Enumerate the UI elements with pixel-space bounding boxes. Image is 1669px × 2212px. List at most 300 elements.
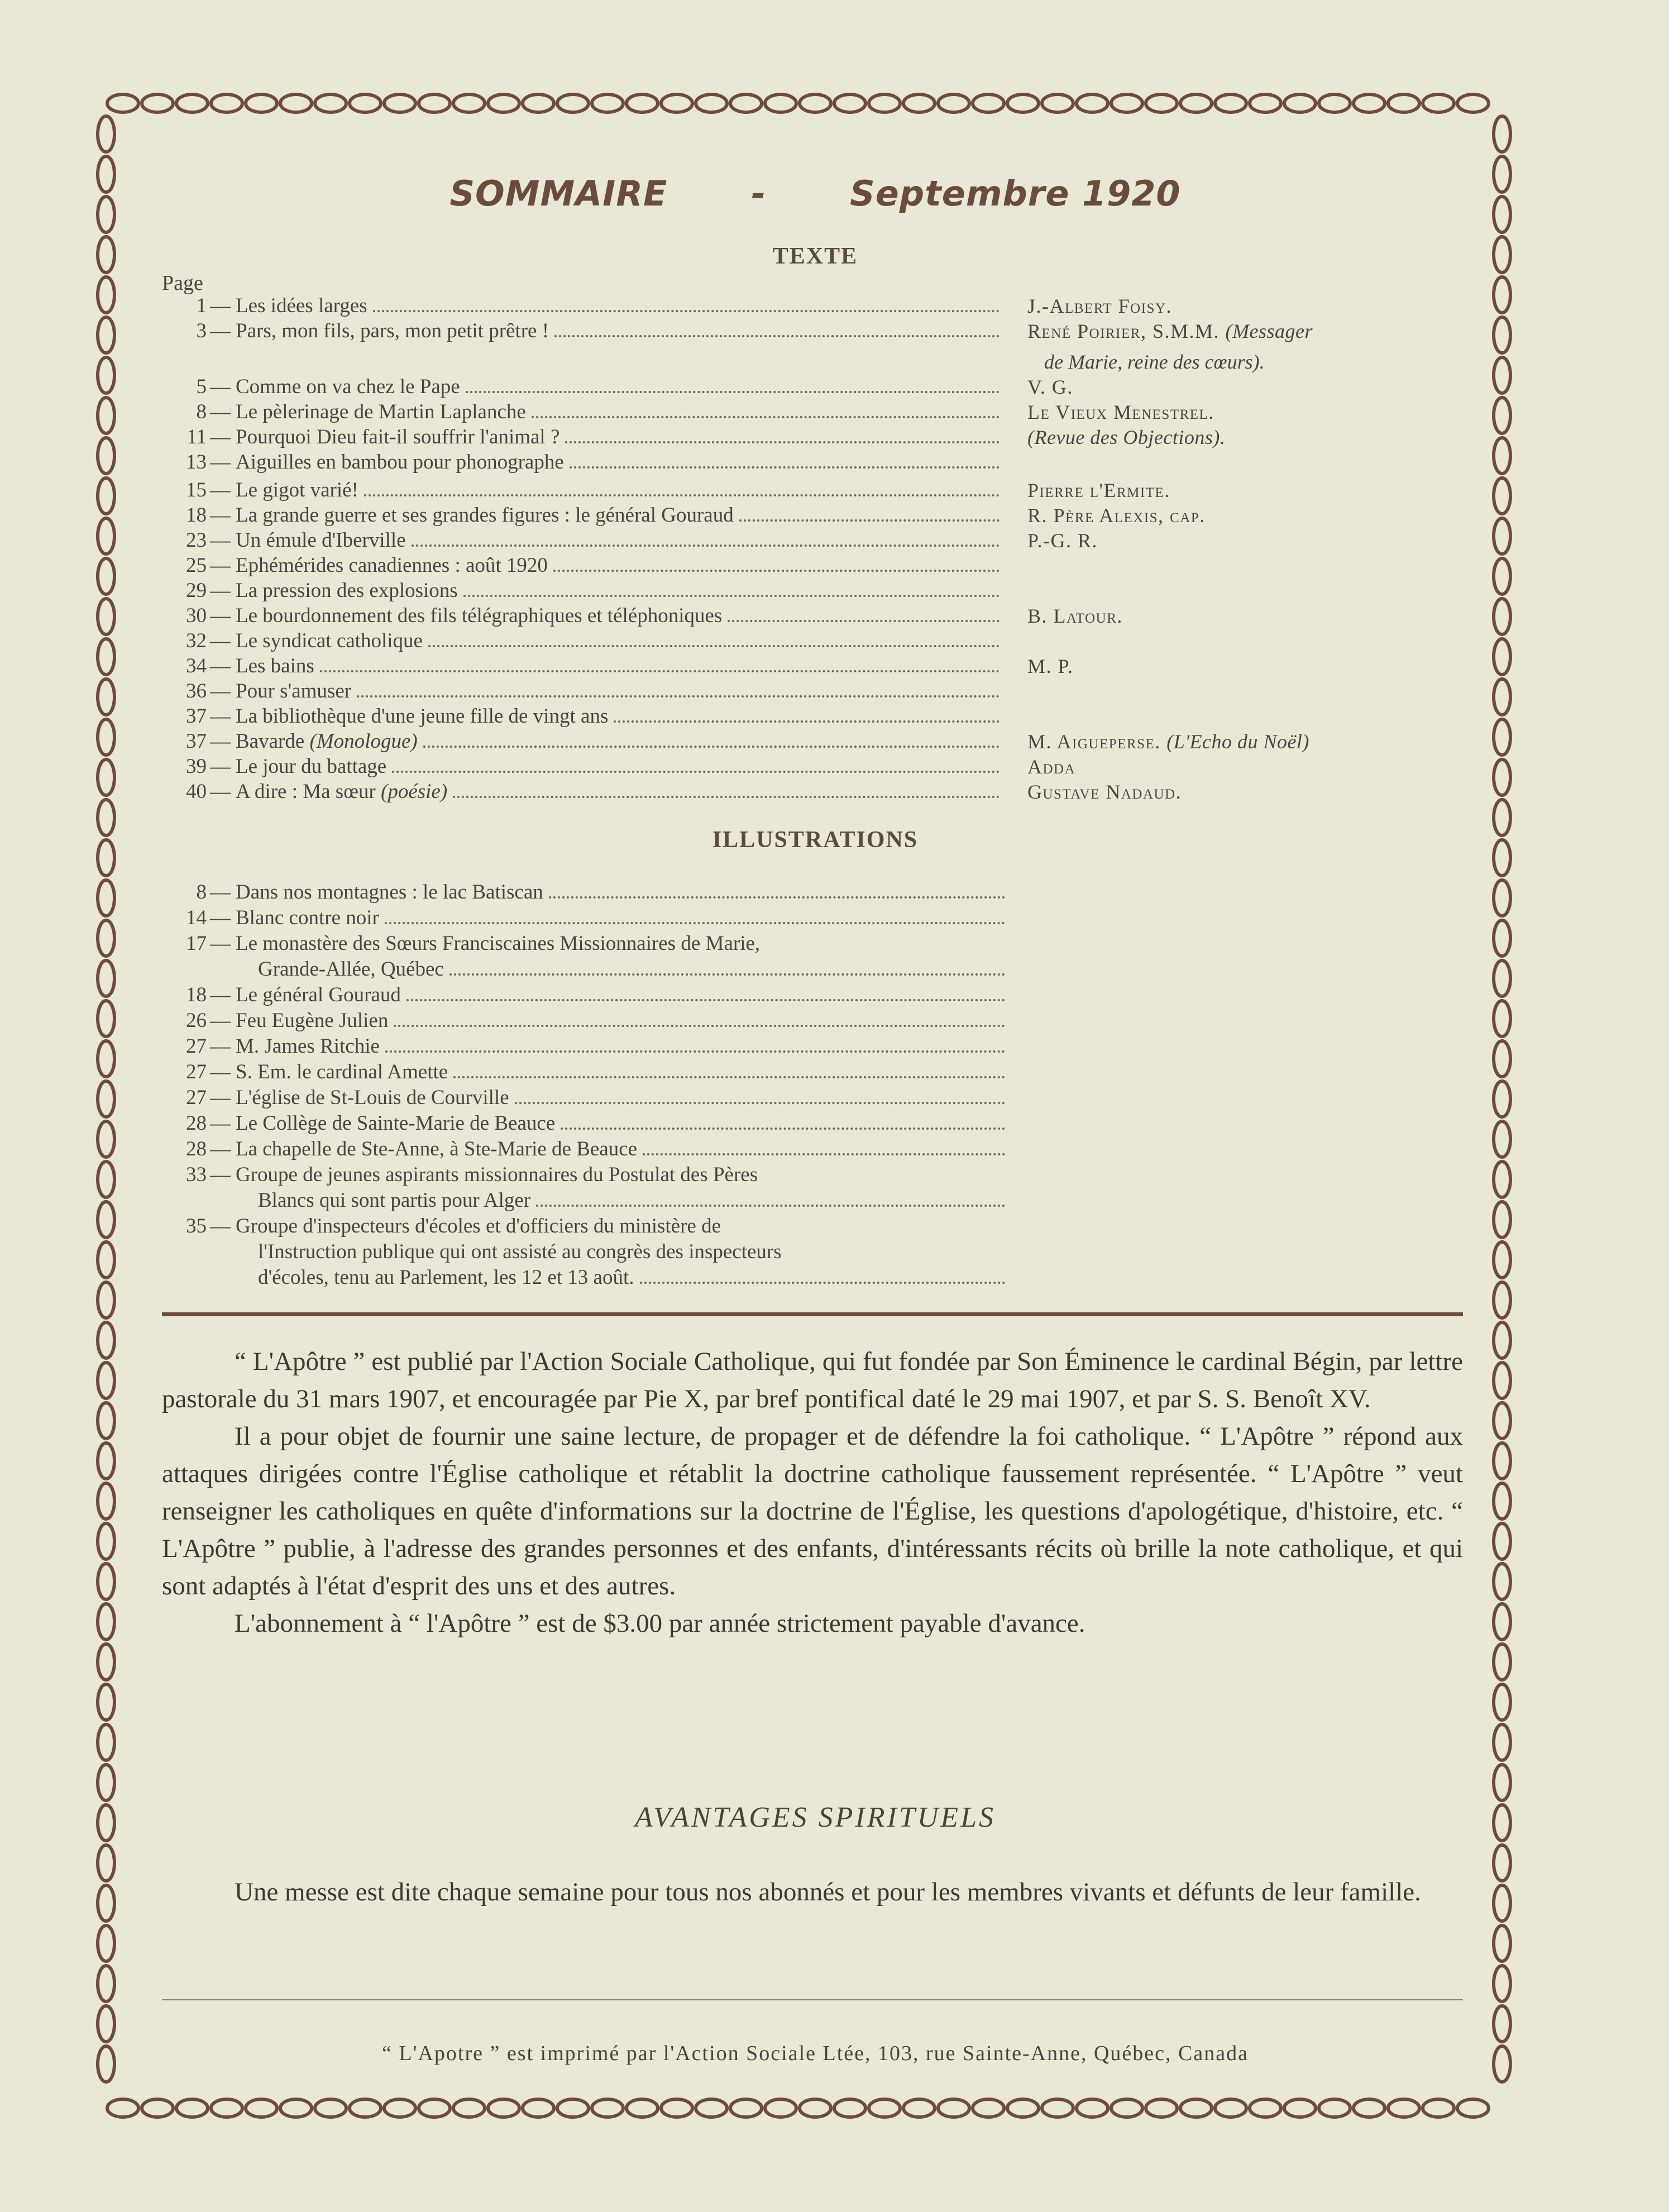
chain-link — [98, 1523, 114, 1559]
leader-dots — [453, 796, 1000, 798]
toc-title — [236, 528, 406, 553]
illustration-row — [162, 1188, 1005, 1214]
toc-dash: — — [210, 604, 231, 627]
page-heading — [162, 173, 1469, 214]
toc-title-text: Le gigot varié! — [236, 479, 358, 501]
chain-link — [592, 2099, 623, 2117]
chain-link — [765, 2099, 796, 2117]
toc-title — [236, 653, 314, 679]
leader-dots — [643, 1153, 1005, 1155]
toc-row — [162, 553, 1000, 579]
illustration-row — [162, 1085, 1005, 1111]
chain-link — [557, 94, 589, 112]
illustration-page-number: 27 — [186, 1035, 207, 1058]
toc-dash: — — [210, 479, 231, 501]
texte-section-title: TEXTE — [772, 243, 858, 269]
chain-link — [98, 1926, 114, 1961]
chain-link — [98, 961, 114, 996]
chain-link — [1250, 2099, 1281, 2117]
chain-link — [1494, 1041, 1510, 1077]
chain-link — [696, 2099, 727, 2117]
toc-page-number: 30 — [186, 604, 207, 627]
chain-link — [98, 1322, 114, 1358]
chain-link — [1494, 156, 1510, 192]
toc-page-number: 1 — [196, 294, 207, 317]
toc-author — [1027, 424, 1474, 450]
toc-author — [1027, 653, 1474, 679]
toc-title-text: Un émule d'Iberville — [236, 529, 406, 552]
chain-link — [98, 317, 114, 353]
toc-title — [236, 424, 559, 450]
chain-link — [1494, 599, 1510, 634]
toc-row — [162, 399, 1214, 425]
toc-dash: — — [210, 426, 231, 448]
chain-link — [1494, 1805, 1510, 1841]
toc-page-number: 5 — [196, 375, 207, 398]
toc-author-continuation: de Marie, reine des cœurs). — [1044, 351, 1265, 373]
chain-link — [1494, 197, 1510, 232]
chain-link — [1494, 920, 1510, 956]
chain-link — [973, 94, 1004, 112]
chain-link — [98, 1443, 114, 1479]
chain-link — [1494, 1081, 1510, 1117]
toc-title — [236, 477, 358, 503]
illustration-page-number: 26 — [186, 1009, 207, 1032]
illustration-dash: — — [210, 1112, 231, 1135]
chain-link — [176, 2099, 208, 2117]
toc-title — [236, 318, 549, 344]
toc-dash: — — [210, 629, 231, 652]
chain-link — [98, 1604, 114, 1640]
toc-author-name: P.-G. R. — [1027, 529, 1098, 552]
toc-title — [236, 503, 734, 528]
toc-row — [162, 477, 1170, 503]
toc-author — [1027, 729, 1474, 754]
chain-link — [1423, 2099, 1454, 2117]
chain-link — [98, 518, 114, 554]
chain-link — [1077, 94, 1108, 112]
leader-dots — [570, 466, 1000, 469]
illustration-dash: — — [210, 983, 231, 1006]
divider-thin — [162, 1999, 1463, 2000]
chain-link — [1354, 2099, 1385, 2117]
illustration-title: M. James Ritchie — [236, 1035, 380, 1058]
chain-link — [98, 1001, 114, 1036]
toc-row — [162, 779, 1182, 805]
toc-row — [162, 450, 1000, 475]
toc-author-name: B. Latour. — [1027, 605, 1123, 627]
toc-title — [236, 754, 386, 780]
toc-page-number: 3 — [196, 319, 207, 342]
illustration-page-number: 27 — [186, 1086, 207, 1109]
toc-author-name: Pierre l'Ermite. — [1027, 479, 1170, 501]
illustration-dash: — — [210, 932, 231, 955]
chain-link — [98, 1966, 114, 2001]
toc-title-text: Le bourdonnement des fils télégraphiques et téléphoniques — [236, 604, 723, 627]
leader-dots — [549, 896, 1005, 899]
toc-title-text: Pars, mon fils, pars, mon petit prêtre ! — [236, 319, 549, 342]
chain-link — [98, 599, 114, 634]
chain-link — [1494, 1443, 1510, 1479]
toc-dash: — — [210, 554, 231, 577]
chain-link — [98, 2046, 114, 2082]
toc-dash: — — [210, 294, 231, 317]
illustration-row — [162, 1265, 1005, 1291]
chain-link — [1494, 438, 1510, 474]
chain-link — [98, 277, 114, 313]
illustration-title: L'église de St-Louis de Courville — [236, 1086, 509, 1109]
chain-link — [800, 2099, 831, 2117]
toc-row — [162, 679, 1000, 704]
illustration-title: d'écoles, tenu au Parlement, les 12 et 13 août. — [258, 1266, 634, 1289]
chain-link — [419, 94, 450, 112]
chain-link — [1494, 1845, 1510, 1881]
chain-link — [176, 94, 208, 112]
chain-link — [1319, 2099, 1350, 2117]
illustration-dash: — — [210, 1009, 231, 1032]
chain-link — [1284, 94, 1316, 112]
chain-link — [938, 2099, 969, 2117]
illustration-title: Grande-Allée, Québec — [258, 958, 444, 981]
illustration-dash: — — [210, 1163, 231, 1186]
illustration-title: Le général Gouraud — [236, 983, 401, 1006]
chain-link — [1494, 1684, 1510, 1720]
toc-page-number: 13 — [186, 451, 207, 474]
toc-row — [162, 754, 1076, 780]
toc-dash: — — [210, 680, 231, 703]
chain-link — [973, 2099, 1004, 2117]
leader-dots — [728, 620, 1000, 622]
toc-title-italic: (poésie) — [381, 780, 448, 803]
chain-link — [211, 94, 242, 112]
chain-link — [453, 2099, 485, 2117]
chain-link — [627, 94, 658, 112]
toc-dash: — — [210, 705, 231, 728]
toc-title-text: Le pèlerinage de Martin Laplanche — [236, 400, 526, 423]
leader-dots — [565, 441, 1000, 443]
chain-link — [1111, 2099, 1142, 2117]
chain-link — [98, 1805, 114, 1841]
chain-link — [98, 1081, 114, 1117]
leader-dots — [554, 335, 1000, 337]
toc-row — [162, 503, 1206, 528]
chain-link — [1494, 679, 1510, 715]
illustration-title: Dans nos montagnes : le lac Batiscan — [236, 881, 543, 904]
chain-link — [1494, 880, 1510, 916]
leader-dots — [320, 670, 1000, 672]
chain-link — [98, 1765, 114, 1800]
toc-page-number: 15 — [186, 479, 207, 501]
illustration-row — [162, 931, 1005, 957]
leader-dots — [364, 494, 1000, 496]
illustration-title: l'Instruction publique qui ont assisté au congrès des inspecteurs — [258, 1240, 782, 1263]
chain-link — [98, 357, 114, 393]
leader-dots — [640, 1282, 1005, 1284]
leader-dots — [373, 310, 1000, 312]
toc-author — [1027, 399, 1474, 425]
chain-link — [903, 2099, 935, 2117]
chain-link — [142, 2099, 173, 2117]
toc-author-name: M. Aigueperse. — [1027, 730, 1161, 753]
chain-link — [98, 1724, 114, 1760]
toc-author — [1027, 754, 1474, 780]
chain-link — [1494, 116, 1510, 152]
toc-author-note: (Messager — [1225, 320, 1313, 342]
chain-link — [98, 880, 114, 916]
chain-link — [1354, 94, 1385, 112]
chain-link — [1494, 1724, 1510, 1760]
illustration-row — [162, 1162, 1005, 1188]
toc-dash: — — [210, 780, 231, 803]
chain-link — [1494, 277, 1510, 313]
chain-link — [142, 94, 173, 112]
chain-link — [98, 1282, 114, 1318]
toc-title — [236, 603, 722, 629]
illustration-row — [162, 1214, 1005, 1239]
divider-thick — [162, 1312, 1463, 1316]
toc-author — [1027, 477, 1474, 503]
toc-row — [162, 374, 1073, 400]
chain-link — [98, 1885, 114, 1921]
chain-link — [1146, 94, 1177, 112]
toc-title-italic: (Monologue) — [309, 730, 418, 753]
illustration-row — [162, 1239, 1005, 1265]
chain-link — [1494, 1966, 1510, 2001]
chain-link — [1457, 2099, 1489, 2117]
toc-title — [236, 553, 548, 579]
illustration-row — [162, 982, 1005, 1008]
toc-dash: — — [210, 654, 231, 677]
chain-link — [1494, 719, 1510, 755]
toc-dash: — — [210, 451, 231, 474]
chain-link — [557, 2099, 589, 2117]
chain-link — [1388, 2099, 1419, 2117]
chain-link — [627, 2099, 658, 2117]
chain-link — [211, 2099, 242, 2117]
toc-row — [162, 603, 1123, 629]
toc-author — [1027, 503, 1474, 528]
illustration-row — [162, 1008, 1005, 1034]
chain-link — [1494, 2046, 1510, 2082]
chain-link — [1494, 1926, 1510, 1961]
toc-row — [162, 729, 1309, 754]
chain-link — [246, 94, 277, 112]
notice-paragraph-1: “ L'Apôtre ” est publié par l'Action Sociale Catholique, qui fut fondée par Son Éminence le cardinal Bégin, par lettre pastorale du 31 mars 1907, et encouragée par Pie X, par bref pontifical daté le 29 mai 1907, et par S. S. Benoît XV. — [162, 1347, 1463, 1413]
toc-title-text: Bavarde — [236, 730, 305, 753]
chain-link — [98, 639, 114, 675]
chain-link — [1494, 1564, 1510, 1599]
toc-page-number: 36 — [186, 680, 207, 703]
chain-link — [1007, 94, 1039, 112]
chain-link — [98, 1162, 114, 1197]
toc-author-name: René Poirier, S.M.M. — [1027, 320, 1220, 342]
chain-link — [98, 398, 114, 433]
toc-author — [1027, 293, 1474, 319]
chain-link — [834, 2099, 865, 2117]
toc-author — [1027, 603, 1474, 629]
leader-dots — [561, 1128, 1005, 1130]
illustration-dash: — — [210, 1060, 231, 1083]
toc-author-name: Gustave Nadaud. — [1027, 781, 1182, 803]
toc-dash: — — [210, 579, 231, 602]
toc-title-text: Le syndicat catholique — [236, 629, 423, 652]
toc-dash: — — [210, 375, 231, 398]
chain-link — [1215, 94, 1246, 112]
illustration-row — [162, 905, 1005, 931]
toc-title-text: Pourquoi Dieu fait-il souffrir l'animal ? — [236, 426, 560, 448]
chain-link — [1146, 2099, 1177, 2117]
illustration-page-number: 33 — [186, 1163, 207, 1186]
chain-link — [98, 237, 114, 273]
chain-link — [98, 2006, 114, 2042]
chain-link — [1494, 961, 1510, 996]
chain-link — [98, 1483, 114, 1519]
illustration-row — [162, 1059, 1005, 1085]
chain-link — [1494, 639, 1510, 675]
chain-link — [869, 94, 900, 112]
toc-title — [236, 578, 458, 604]
chain-link — [98, 1845, 114, 1881]
chain-link — [1494, 2006, 1510, 2042]
printer-footer: “ L'Apotre ” est imprimé par l'Action Sociale Ltée, 103, rue Sainte-Anne, Québec, Canada — [382, 2042, 1249, 2065]
chain-link — [1494, 1282, 1510, 1318]
toc-page-number: 39 — [186, 755, 207, 778]
chain-link — [453, 94, 485, 112]
chain-link — [107, 2099, 138, 2117]
toc-author — [1027, 318, 1474, 344]
illustrations-section-title: ILLUSTRATIONS — [712, 827, 919, 853]
chain-link — [523, 2099, 554, 2117]
chain-link — [98, 1644, 114, 1680]
chain-link — [1494, 1001, 1510, 1036]
illustration-page-number: 14 — [186, 906, 207, 929]
toc-row — [162, 628, 1000, 654]
chain-link — [661, 2099, 692, 2117]
leader-dots — [385, 1050, 1005, 1053]
toc-title-text: La pression des explosions — [236, 579, 458, 602]
chain-link — [98, 1363, 114, 1398]
toc-page-number: 25 — [186, 554, 207, 577]
chain-link — [107, 94, 138, 112]
leader-dots — [553, 570, 1000, 572]
toc-page-number: 40 — [186, 780, 207, 803]
chain-link — [1042, 94, 1073, 112]
chain-link — [1180, 94, 1212, 112]
chain-link — [98, 719, 114, 755]
toc-page-number: 37 — [186, 730, 207, 753]
toc-title — [236, 779, 447, 805]
leader-dots — [449, 973, 1005, 976]
toc-dash: — — [210, 400, 231, 423]
chain-link — [592, 94, 623, 112]
illustration-dash: — — [210, 881, 231, 904]
chain-link — [834, 94, 865, 112]
chain-link — [315, 94, 346, 112]
toc-author-name: Le Vieux Menestrel. — [1027, 401, 1214, 423]
toc-page-number: 32 — [186, 629, 207, 652]
illustration-title: La chapelle de Ste-Anne, à Ste-Marie de Beauce — [236, 1138, 638, 1160]
toc-title-text: Les bains — [236, 654, 314, 677]
illustration-page-number: 27 — [186, 1060, 207, 1083]
toc-page-number: 29 — [186, 579, 207, 602]
chain-link — [1494, 518, 1510, 554]
chain-link — [98, 840, 114, 876]
toc-title-text: Comme on va chez le Pape — [236, 375, 460, 398]
chain-link — [1494, 237, 1510, 273]
chain-link — [98, 558, 114, 594]
chain-link — [1494, 1363, 1510, 1398]
notice-paragraph-3: L'abonnement à “ l'Apôtre ” est de $3.00 par année strictement payable d'avance. — [235, 1609, 1085, 1638]
chain-link — [1423, 94, 1454, 112]
chain-link — [350, 94, 381, 112]
toc-title-text: Le jour du battage — [236, 755, 387, 778]
illustration-title: Blancs qui sont partis pour Alger — [258, 1189, 531, 1212]
illustration-title: Le monastère des Sœurs Franciscaines Missionnaires de Marie, — [236, 932, 761, 955]
illustration-page-number: 35 — [186, 1215, 207, 1238]
heading-separator: - — [751, 173, 767, 214]
chain-link — [1494, 1644, 1510, 1680]
chain-link — [1494, 800, 1510, 835]
chain-link — [1494, 317, 1510, 353]
leader-dots — [428, 645, 1000, 647]
illustration-row — [162, 1136, 1005, 1162]
illustration-title: Groupe d'inspecteurs d'écoles et d'officiers du ministère de — [236, 1215, 721, 1238]
leader-dots — [466, 391, 1000, 393]
chain-link — [98, 1202, 114, 1238]
toc-title — [236, 704, 608, 729]
toc-title — [236, 374, 460, 400]
chain-link — [419, 2099, 450, 2117]
leader-dots — [392, 771, 1000, 773]
chain-link — [1494, 478, 1510, 514]
chain-link — [98, 1242, 114, 1278]
toc-row — [162, 528, 1098, 553]
leader-dots — [739, 519, 1000, 522]
toc-author-name: J.-Albert Foisy. — [1027, 295, 1173, 317]
leader-dots — [394, 1025, 1005, 1027]
chain-link — [1494, 1162, 1510, 1197]
toc-author — [1027, 528, 1474, 553]
toc-page-number: 8 — [196, 400, 207, 423]
chain-link — [1494, 1202, 1510, 1238]
toc-page-number: 23 — [186, 529, 207, 552]
chain-link — [1494, 1403, 1510, 1439]
leader-dots — [453, 1076, 1005, 1078]
chain-link — [98, 1684, 114, 1720]
illustration-row — [162, 880, 1005, 905]
illustration-row — [162, 957, 1005, 982]
chain-link — [98, 478, 114, 514]
illustration-page-number: 8 — [196, 881, 207, 904]
chain-link — [765, 94, 796, 112]
chain-link — [1077, 2099, 1108, 2117]
toc-author — [1027, 779, 1474, 805]
toc-author-name: V. G. — [1027, 376, 1073, 398]
toc-title — [236, 729, 418, 754]
chain-link — [1494, 1242, 1510, 1278]
chain-link — [384, 94, 415, 112]
chain-link — [280, 94, 312, 112]
chain-link — [1494, 1322, 1510, 1358]
illustration-dash: — — [210, 1138, 231, 1160]
chain-link — [1494, 759, 1510, 795]
toc-title-text: Les idées larges — [236, 294, 367, 317]
heading-date: Septembre 1920 — [850, 173, 1181, 214]
heading-sommaire: SOMMAIRE — [449, 173, 668, 214]
illustration-dash: — — [210, 1086, 231, 1109]
notice-paragraph-2: Il a pour objet de fournir une saine lecture, de propager et de défendre la foi catholique. “ L'Apôtre ” répond aux attaques dirigées contre l'Église catholique et rétablit la doctrine catholique faussement représentée. “ L'Apôtre ” veut renseigner les catholiques en quête d'informations sur la doctrine de l'Église, les questions d'apologétique, d'histoire, etc. “ L'Apôtre ” publie, à l'adresse des grandes personnes et des enfants, d'intéressants récits où brille la note catholique, et qui sont adaptés à l'état d'esprit des uns et des autres. — [162, 1422, 1463, 1601]
chain-link — [350, 2099, 381, 2117]
